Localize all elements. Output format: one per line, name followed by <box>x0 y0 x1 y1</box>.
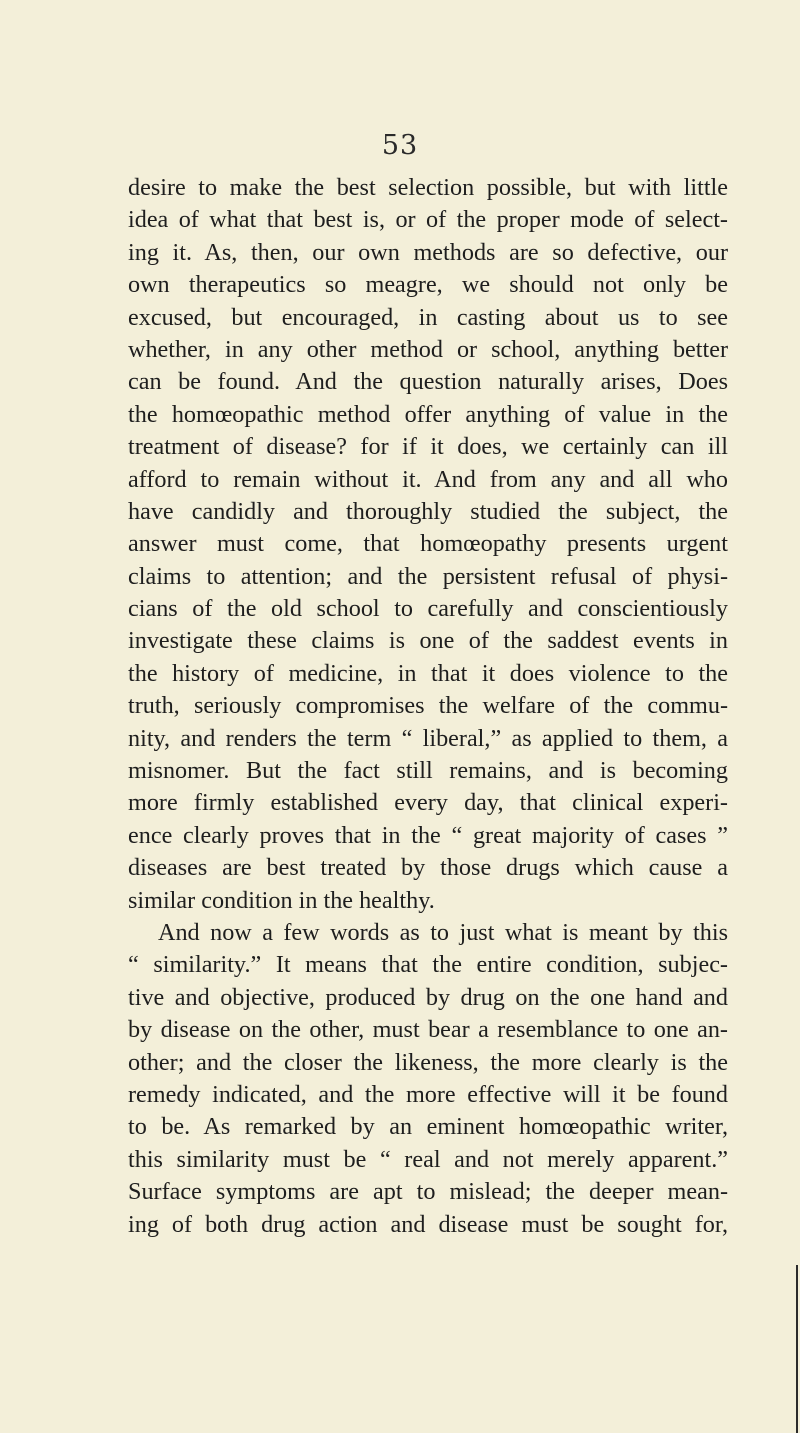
text-line: remedy indicated, and the more effective will it be found <box>128 1080 728 1108</box>
text-line: “ similarity.” It means that the entire condition, subjec- <box>128 951 728 979</box>
text-line: this similarity must be “ real and not merely apparent.” <box>128 1145 728 1173</box>
text-line: diseases are best treated by those drugs which cause a <box>128 854 728 882</box>
text-line: more firmly established every day, that clinical experi- <box>128 789 728 817</box>
text-line: misnomer. But the fact still remains, and is becoming <box>128 757 728 785</box>
text-line: truth, seriously compromises the welfare of the commu- <box>128 692 728 720</box>
text-line: ing it. As, then, our own methods are so defective, our <box>128 238 728 266</box>
text-line: afford to remain without it. And from any and all who <box>128 465 728 493</box>
text-line: tive and objective, produced by drug on the one hand and <box>128 983 728 1011</box>
text-line: answer must come, that homœopathy presents urgent <box>128 530 728 558</box>
text-line: desire to make the best selection possible, but with little <box>128 174 728 201</box>
text-line: ence clearly proves that in the “ great majority of cases ” <box>128 821 728 849</box>
text-line: investigate these claims is one of the saddest events in <box>128 627 728 655</box>
text-line: the homœopathic method offer anything of value in the <box>128 400 728 428</box>
page-edge-shadow <box>796 1265 798 1433</box>
text-line: own therapeutics so meagre, we should not only be <box>128 271 728 299</box>
text-line: other; and the closer the likeness, the more clearly is the <box>128 1048 728 1076</box>
text-line: nity, and renders the term “ liberal,” as applied to them, a <box>128 724 728 752</box>
text-line: can be found. And the question naturally arises, Does <box>128 368 728 396</box>
text-line: to be. As remarked by an eminent homœopathic writer, <box>128 1113 728 1141</box>
body-text <box>128 172 728 1241</box>
paragraph-start-line: And now a few words as to just what is meant by this <box>158 918 728 946</box>
text-line: the history of medicine, in that it does violence to the <box>128 659 728 687</box>
text-line: whether, in any other method or school, anything better <box>128 335 728 363</box>
text-line: claims to attention; and the persistent refusal of physi- <box>128 562 728 590</box>
text-line: excused, but encouraged, in casting about us to see <box>128 303 728 331</box>
text-line: treatment of disease? for if it does, we certainly can ill <box>128 433 728 461</box>
text-line: idea of what that best is, or of the proper mode of select- <box>128 206 728 234</box>
text-line: cians of the old school to carefully and conscientiously <box>128 595 728 623</box>
paragraph-end-line: similar condition in the healthy. <box>128 886 435 914</box>
text-line: ing of both drug action and disease must be sought for, <box>128 1210 728 1238</box>
text-line: Surface symptoms are apt to mislead; the deeper mean- <box>128 1178 728 1206</box>
text-line: by disease on the other, must bear a resemblance to one an- <box>128 1016 728 1044</box>
page-number: 53 <box>381 130 419 161</box>
text-line: have candidly and thoroughly studied the subject, the <box>128 497 728 525</box>
